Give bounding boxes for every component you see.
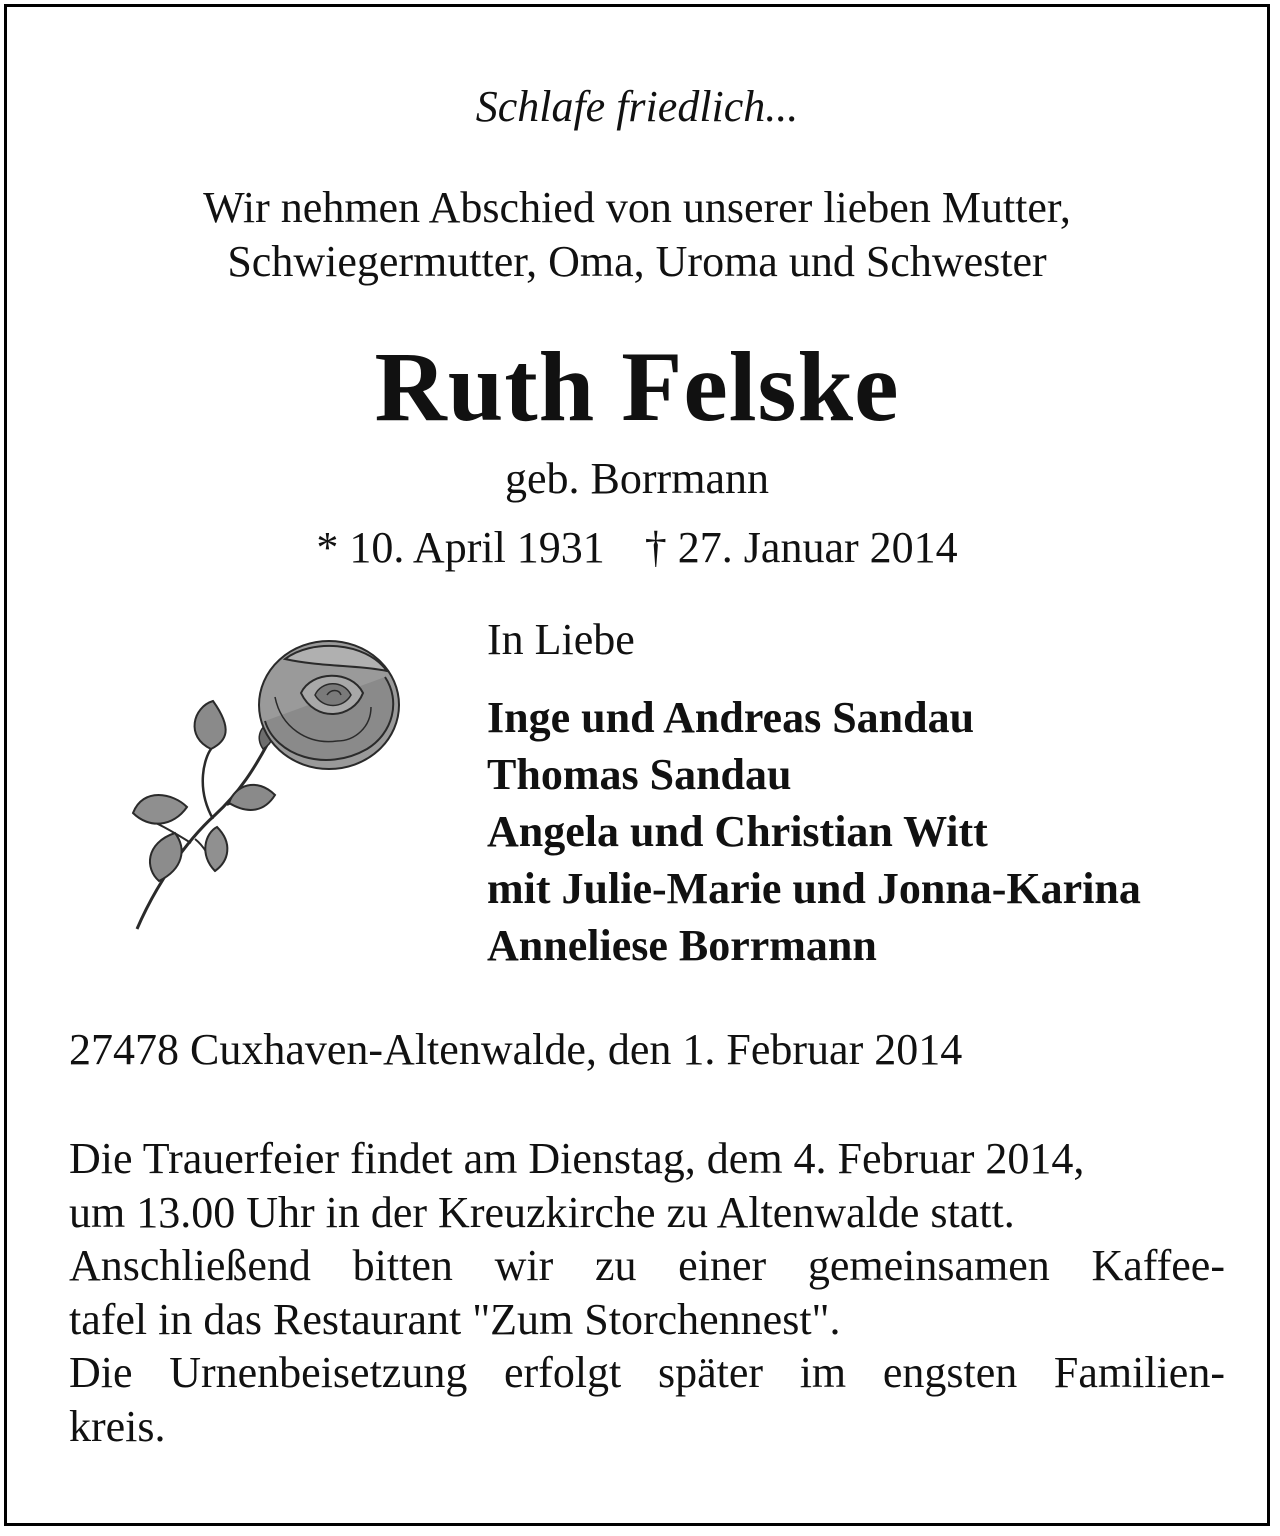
ceremony-line: tafel in das Restaurant "Zum Storchennest". <box>69 1294 841 1344</box>
ceremony-line: kreis. <box>69 1401 166 1451</box>
motto: Schlafe friedlich... <box>475 82 799 131</box>
intro-line: Wir nehmen Abschied von unserer lieben Mutter, <box>203 183 1071 232</box>
birth-date: * 10. April 1931 <box>316 523 605 572</box>
family-names <box>487 689 1141 974</box>
death-date: † 27. Januar 2014 <box>644 523 958 572</box>
maiden-name: geb. Borrmann <box>505 454 769 503</box>
family-line: Inge und Andreas Sandau <box>487 693 975 742</box>
family-line: Angela und Christian Witt <box>487 807 988 856</box>
family-line: mit Julie-Marie und Jonna-Karina <box>487 864 1141 913</box>
ceremony-line: Anschließend bitten wir zu einer gemeinsamen Kaffee- <box>69 1241 1225 1290</box>
family-line: Thomas Sandau <box>487 750 792 799</box>
life-dates <box>7 521 1267 575</box>
ceremony-text <box>69 1132 1225 1453</box>
deceased-name: Ruth Felske <box>374 331 900 442</box>
obituary-notice <box>4 4 1270 1526</box>
place-date: 27478 Cuxhaven-Altenwalde, den 1. Februar 2014 <box>69 1025 963 1074</box>
family-line: Anneliese Borrmann <box>487 921 877 970</box>
rose-illustration <box>115 637 405 937</box>
ceremony-line: Die Urnenbeisetzung erfolgt später im engsten Familien- <box>69 1348 1225 1397</box>
ceremony-line: Die Trauerfeier findet am Dienstag, dem 4. Februar 2014, <box>69 1134 1085 1183</box>
intro-text <box>7 181 1267 289</box>
ceremony-line: um 13.00 Uhr in der Kreuzkirche zu Altenwalde statt. <box>69 1187 1015 1237</box>
intro-line: Schwiegermutter, Oma, Uroma und Schwester <box>227 237 1047 286</box>
in-love-text: In Liebe <box>487 615 635 664</box>
